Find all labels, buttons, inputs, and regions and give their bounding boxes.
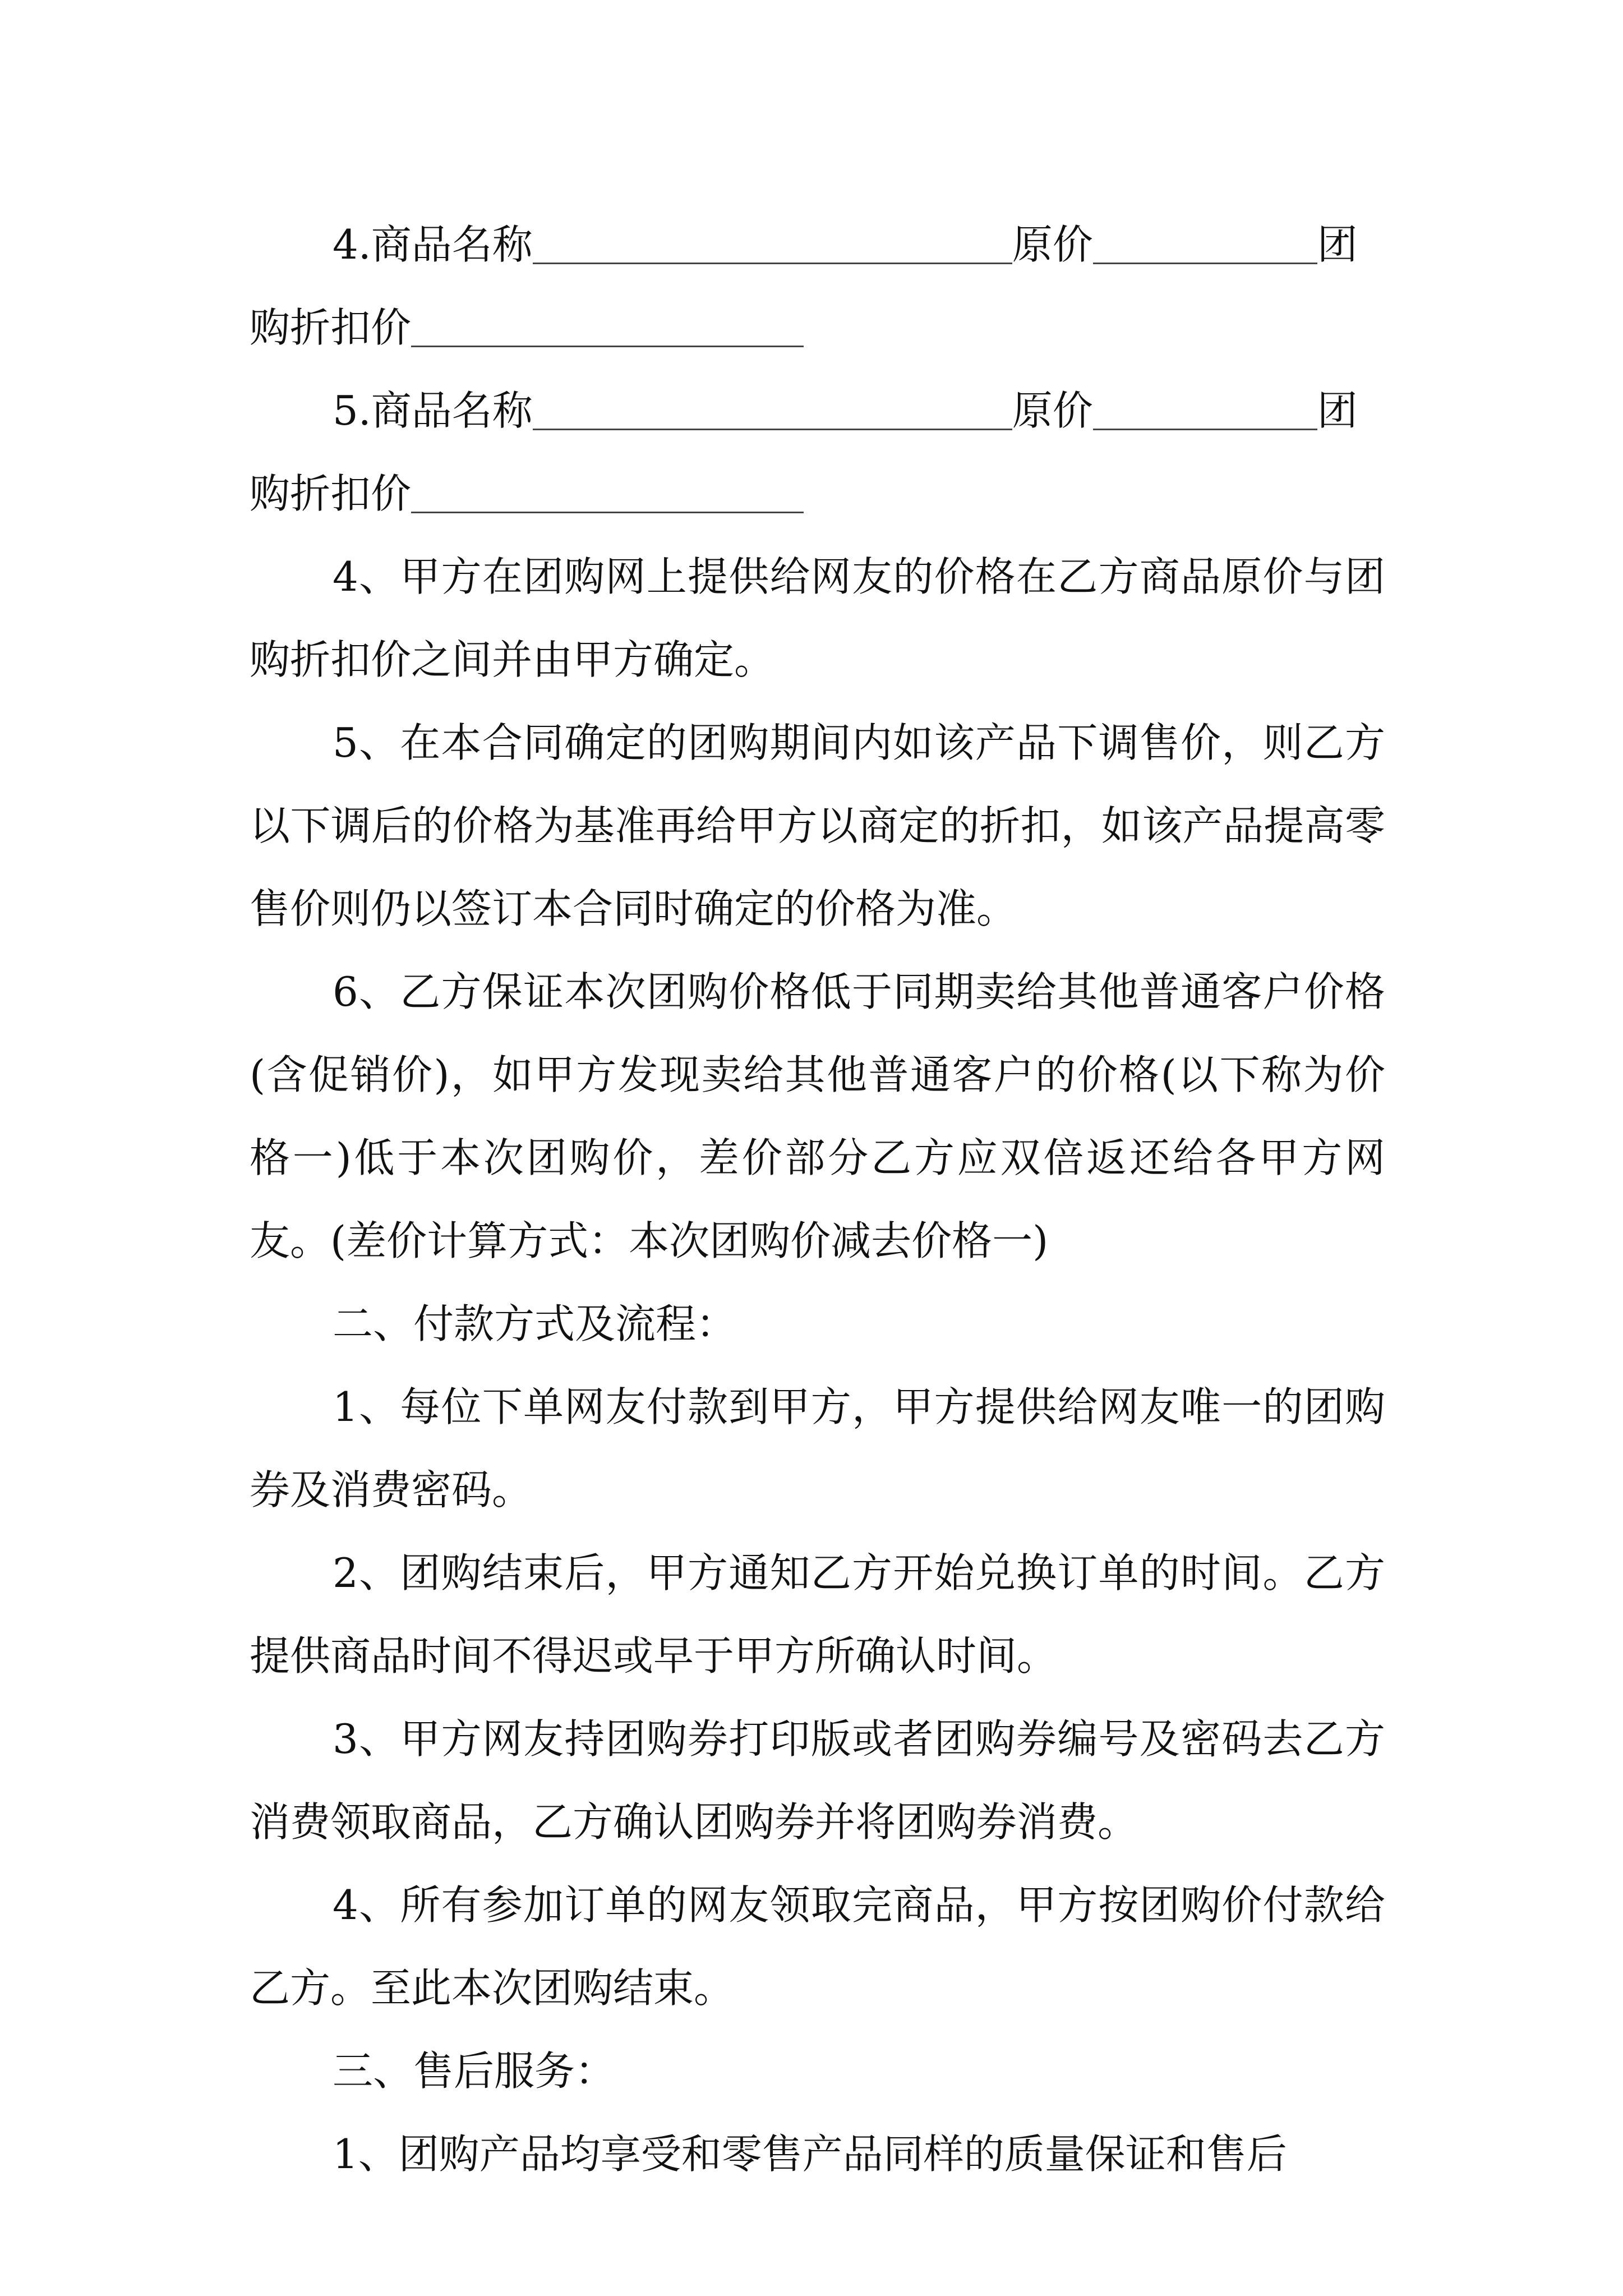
line-wrap-text: 团 bbox=[1317, 221, 1358, 268]
product-name-blank[interactable] bbox=[533, 213, 1012, 264]
product-name-label: 商品名称 bbox=[371, 221, 533, 268]
section-heading: 二、付款方式及流程： bbox=[333, 1300, 737, 1347]
section-heading: 三、售后服务： bbox=[333, 2047, 616, 2095]
item-discount-row bbox=[250, 452, 1385, 535]
product-name-blank[interactable] bbox=[533, 379, 1012, 430]
original-price-blank[interactable] bbox=[1093, 379, 1317, 430]
discount-price-blank[interactable] bbox=[411, 462, 804, 513]
clause-paragraph: 2、团购结束后，甲方通知乙方开始兑换订单的时间。乙方提供商品时间不得迟或早于甲方所确认时间。 bbox=[250, 1549, 1385, 1680]
discount-price-label: 购折扣价 bbox=[250, 304, 412, 351]
item-number: 5. bbox=[333, 387, 371, 434]
item-discount-row bbox=[250, 286, 1385, 369]
original-price-label: 原价 bbox=[1012, 221, 1093, 268]
clause-paragraph: 6、乙方保证本次团购价格低于同期卖给其他普通客户价格(含促销价)，如甲方发现卖给其他普通客户的价格(以下称为价格一)低于本次团购价，差价部分乙方应双倍返还给各甲方网友。(差价计算方式：本次团购价减去价格一) bbox=[250, 968, 1385, 1264]
clause-paragraph: 1、团购产品均享受和零售产品同样的质量保证和售后 bbox=[333, 2131, 1287, 2178]
original-price-label: 原价 bbox=[1012, 387, 1093, 434]
discount-price-label: 购折扣价 bbox=[250, 470, 412, 517]
item-row bbox=[250, 369, 1385, 452]
item-number: 4. bbox=[333, 221, 371, 268]
clause-paragraph: 3、甲方网友持团购券打印版或者团购券编号及密码去乙方消费领取商品，乙方确认团购券并将团购券消费。 bbox=[250, 1715, 1385, 1846]
document-body bbox=[250, 203, 1385, 2196]
item-row bbox=[250, 203, 1385, 286]
clause-paragraph: 1、每位下单网友付款到甲方，甲方提供给网友唯一的团购券及消费密码。 bbox=[250, 1383, 1385, 1513]
clause-paragraph: 5、在本合同确定的团购期间内如该产品下调售价，则乙方以下调后的价格为基准再给甲方以商定的折扣，如该产品提高零售价则仍以签订本合同时确定的价格为准。 bbox=[250, 719, 1385, 932]
clause-paragraph: 4、所有参加订单的网友领取完商品，甲方按团购价付款给乙方。至此本次团购结束。 bbox=[250, 1881, 1385, 2012]
discount-price-blank[interactable] bbox=[411, 296, 804, 347]
line-wrap-text: 团 bbox=[1317, 387, 1358, 434]
product-name-label: 商品名称 bbox=[371, 387, 533, 434]
original-price-blank[interactable] bbox=[1093, 213, 1317, 264]
clause-paragraph: 4、甲方在团购网上提供给网友的价格在乙方商品原价与团购折扣价之间并由甲方确定。 bbox=[250, 553, 1385, 683]
